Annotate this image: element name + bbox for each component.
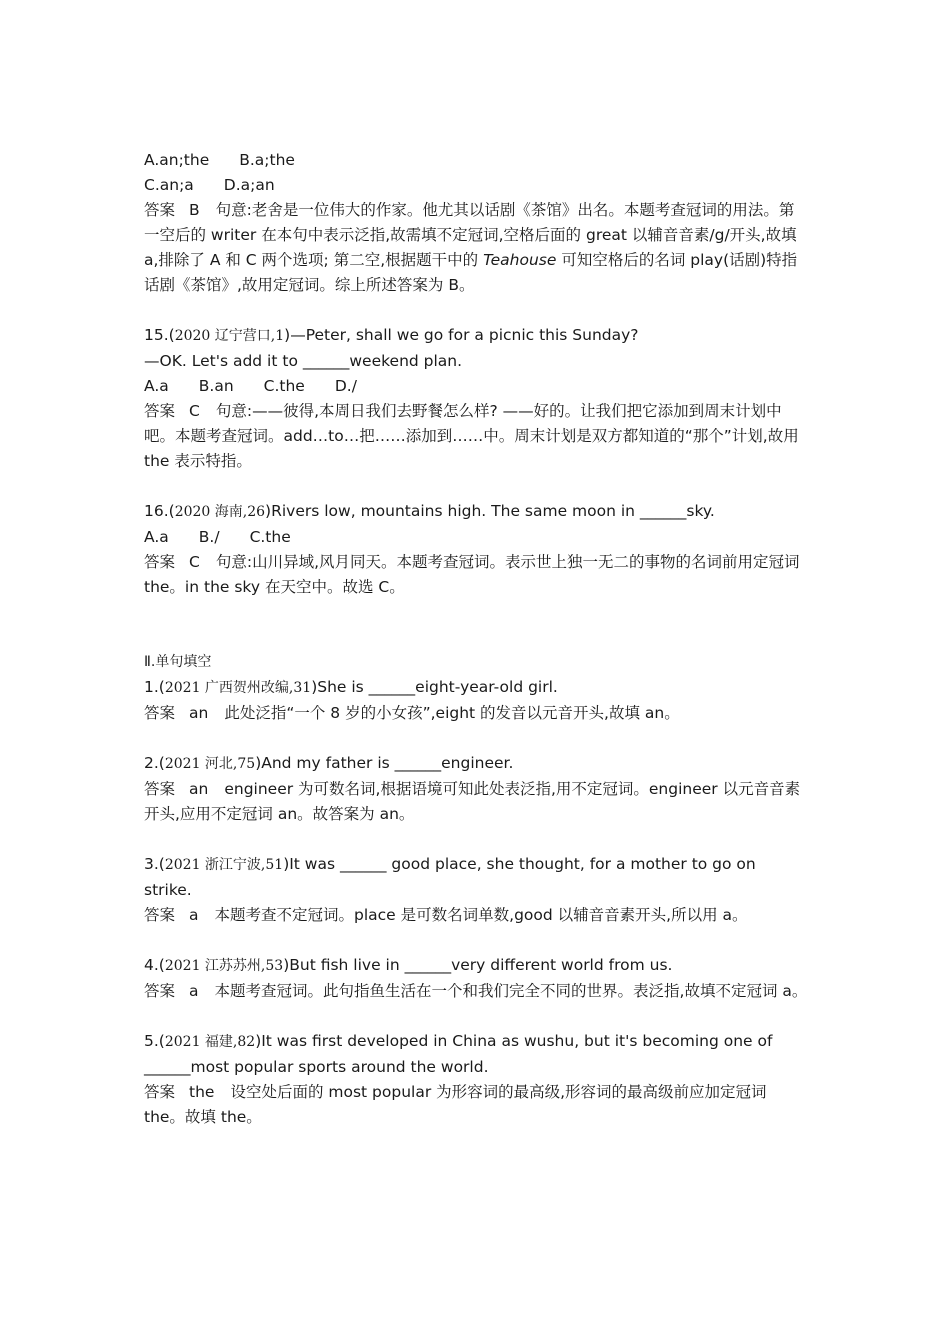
answer-key: an bbox=[189, 780, 209, 798]
q14-answer bbox=[144, 198, 808, 298]
answer-label: 答案 bbox=[144, 1083, 176, 1101]
s3-source: 2021 浙江宁波,51 bbox=[164, 857, 284, 873]
s1-source: 2021 广西贺州改编,31 bbox=[164, 680, 312, 696]
q14-explanation-part1: 句意:老舍是一位伟大的作家。他尤其以话剧《茶馆》出名。本题考查冠词的用法。第一空后的 writer 在本句中表示泛指,故需填不定冠词,空格后面的 great 以辅音音素/g/开头,故填 a,排除了 A 和 C 两个选项; 第二空,根据题干中的 bbox=[144, 201, 797, 269]
answer-label: 答案 bbox=[144, 553, 176, 571]
q15-options bbox=[144, 374, 808, 399]
answer-label: 答案 bbox=[144, 780, 176, 798]
q14-option-d: D.a;an bbox=[223, 176, 275, 194]
q15-stem-text: )—Peter, shall we go for a picnic this Sunday? bbox=[284, 326, 639, 344]
s2-answer bbox=[144, 777, 808, 827]
q16-option-c: C.the bbox=[249, 528, 291, 546]
answer-label: 答案 bbox=[144, 704, 176, 722]
s4-answer bbox=[144, 979, 808, 1004]
q15-number: 15.( bbox=[144, 326, 175, 344]
s5-answer bbox=[144, 1080, 808, 1130]
q16-stem bbox=[144, 499, 808, 525]
q14-option-b: B.a;the bbox=[239, 151, 295, 169]
s4-source: 2021 江苏苏州,53 bbox=[164, 958, 284, 974]
answer-label: 答案 bbox=[144, 201, 176, 219]
q16-source: 2020 海南,26 bbox=[174, 504, 266, 520]
s2-explanation: engineer 为可数名词,根据语境可知此处表泛指,用不定冠词。engineer 以元音音素开头,应用不定冠词 an。故答案为 an。 bbox=[144, 780, 801, 823]
answer-label: 答案 bbox=[144, 906, 176, 924]
s3-stem bbox=[144, 852, 808, 903]
s3-explanation: 本题考查不定冠词。place 是可数名词单数,good 以辅音音素开头,所以用 a。 bbox=[214, 906, 748, 924]
q16-option-b: B./ bbox=[198, 528, 220, 546]
q15-option-c: C.the bbox=[263, 377, 305, 395]
q14-options-row2 bbox=[144, 173, 808, 198]
s2-source: 2021 河北,75 bbox=[164, 756, 256, 772]
q15-option-b: B.an bbox=[198, 377, 234, 395]
answer-key: an bbox=[189, 704, 209, 722]
s5-stem-text: )It was first developed in China as wushu, but it's becoming one of ______most popular sports around the world. bbox=[144, 1032, 773, 1076]
q14-explanation-italic: Teahouse bbox=[483, 251, 557, 269]
q16-options bbox=[144, 525, 808, 550]
s1-stem bbox=[144, 675, 808, 701]
q15-source: 2020 辽宁营口,1 bbox=[174, 328, 285, 344]
q14-option-a: A.an;the bbox=[144, 151, 210, 169]
q15-option-a: A.a bbox=[144, 377, 169, 395]
s3-stem-text: )It was ______ good place, she thought, for a mother to go on strike. bbox=[144, 855, 756, 899]
s5-stem bbox=[144, 1029, 808, 1080]
q15-stem bbox=[144, 323, 808, 349]
s1-answer bbox=[144, 701, 808, 726]
s3-answer bbox=[144, 903, 808, 928]
q15-line2: —OK. Let's add it to ______weekend plan. bbox=[144, 352, 463, 370]
q16-explanation: 句意:山川异域,风月同天。本题考查冠词。表示世上独一无二的事物的名词前用定冠词 the。in the sky 在天空中。故选 C。 bbox=[144, 553, 800, 596]
s4-stem-text: )But fish live in ______very different world from us. bbox=[283, 956, 673, 974]
s4-number: 4.( bbox=[144, 956, 165, 974]
answer-key: C bbox=[189, 553, 200, 571]
q15-option-d: D./ bbox=[334, 377, 357, 395]
answer-label: 答案 bbox=[144, 982, 176, 1000]
answer-key: B bbox=[189, 201, 200, 219]
q16-option-a: A.a bbox=[144, 528, 169, 546]
s5-source: 2021 福建,82 bbox=[164, 1034, 256, 1050]
answer-label: 答案 bbox=[144, 402, 176, 420]
q14-option-c: C.an;a bbox=[144, 176, 194, 194]
section-title: Ⅱ.单句填空 bbox=[144, 654, 212, 670]
s1-explanation: 此处泛指“一个 8 岁的小女孩”,eight 的发音以元音开头,故填 an。 bbox=[224, 704, 680, 722]
s4-explanation: 本题考查冠词。此句指鱼生活在一个和我们完全不同的世界。表泛指,故填不定冠词 a。 bbox=[214, 982, 808, 1000]
answer-key: the bbox=[189, 1083, 215, 1101]
s2-stem-text: )And my father is ______engineer. bbox=[255, 754, 514, 772]
answer-key: C bbox=[189, 402, 200, 420]
s2-stem bbox=[144, 751, 808, 777]
s5-explanation: 设空处后面的 most popular 为形容词的最高级,形容词的最高级前应加定冠词 the。故填 the。 bbox=[144, 1083, 767, 1126]
document-page bbox=[144, 148, 808, 1130]
s4-stem bbox=[144, 953, 808, 979]
q15-answer bbox=[144, 399, 808, 474]
answer-key: a bbox=[189, 906, 199, 924]
s1-stem-text: )She is ______eight-year-old girl. bbox=[311, 678, 558, 696]
answer-key: a bbox=[189, 982, 199, 1000]
s5-number: 5.( bbox=[144, 1032, 165, 1050]
q16-answer bbox=[144, 550, 808, 600]
q15-explanation: 句意:——彼得,本周日我们去野餐怎么样? ——好的。让我们把它添加到周末计划中吧。本题考查冠词。add…to…把……添加到……中。周末计划是双方都知道的“那个”计划,故用 the 表示特指。 bbox=[144, 402, 799, 470]
q14-options-row1 bbox=[144, 148, 808, 173]
q16-number: 16.( bbox=[144, 502, 175, 520]
s1-number: 1.( bbox=[144, 678, 165, 696]
q16-stem-text: )Rivers low, mountains high. The same moon in ______sky. bbox=[265, 502, 715, 520]
s3-number: 3.( bbox=[144, 855, 165, 873]
s2-number: 2.( bbox=[144, 754, 165, 772]
q14-explanation-part2: 可知空格后的名词 play(话剧)特指话剧《茶馆》,故用定冠词。综上所述答案为 B。 bbox=[144, 251, 798, 294]
